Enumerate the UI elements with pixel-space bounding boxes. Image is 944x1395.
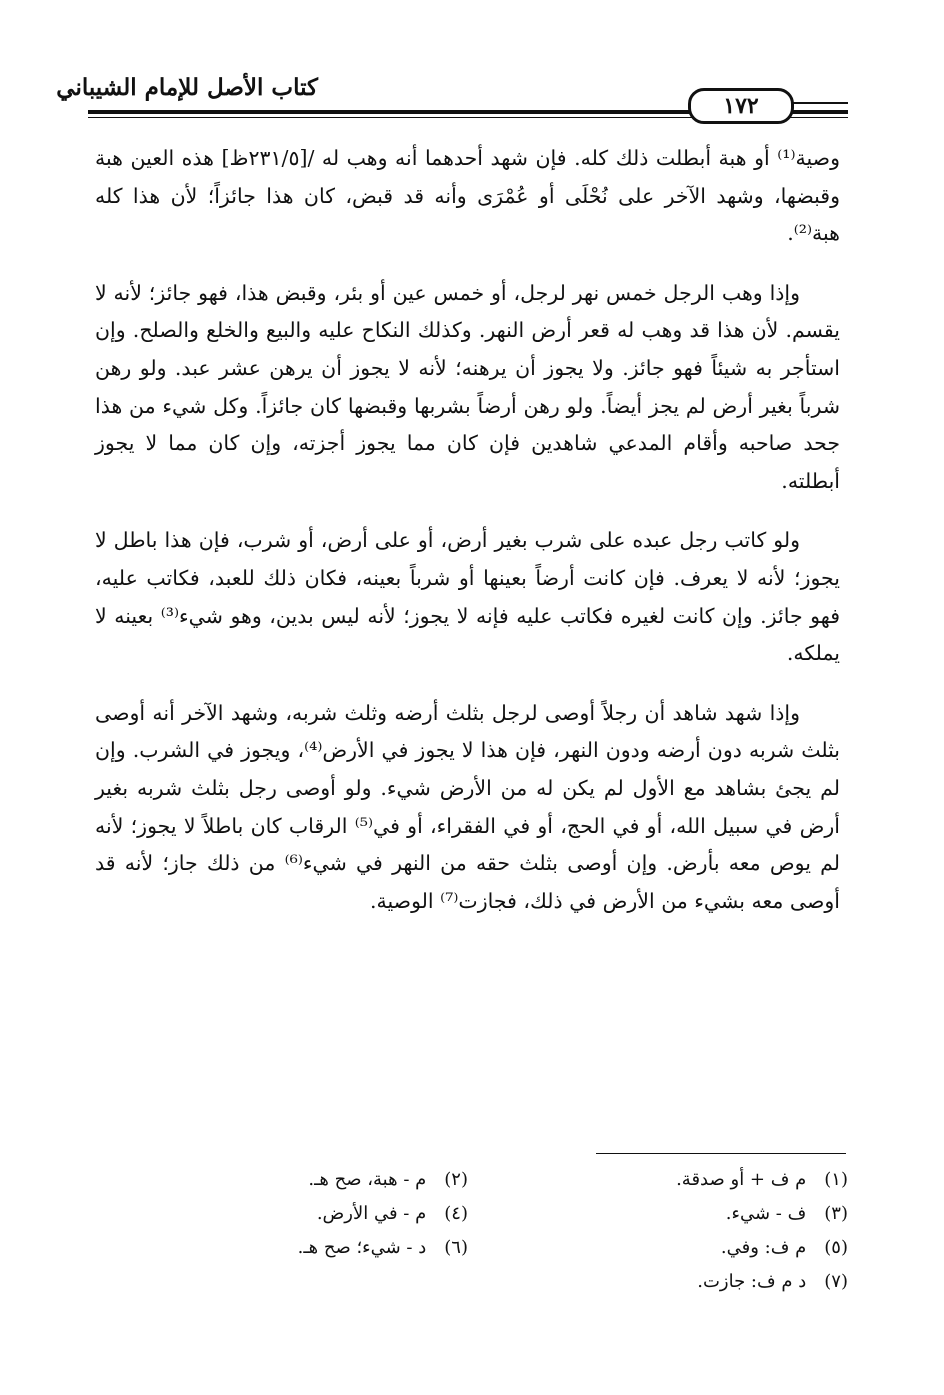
page-number: ١٧٢ — [688, 88, 794, 124]
footnote-number: (٥) — [824, 1237, 848, 1258]
paragraph: وإذا وهب الرجل خمس نهر لرجل، أو خمس عين أو بئر، وقبض هذا، فهو جائز؛ لأنه لا يقسم. لأن هذا قد وهب له قعر أرض النهر. وكذلك النكاح عليه والبيع والخلع والصلح. وإن استأجر به شيئاً فهو جائز. ولا يجوز أن يرهنه؛ لأنه لا يجوز أن يرهن عشر عبد. ولو رهن شرباً بغير أرض لم يجز أيضاً. ولو رهن أرضاً بشربها وقبضها كان جائزاً. وكل شيء من هذا جحد صاحبه وأقام المدعي شاهدين فإن كان مما يجوز أجزته، وإن كان مما لا يجوز أبطلته. — [95, 280, 840, 493]
footnote — [568, 1163, 848, 1197]
footnote-number: (٢) — [444, 1169, 468, 1190]
book-title: كتاب الأصل للإمام الشيباني — [56, 74, 318, 101]
footnote-number: (١) — [824, 1169, 848, 1190]
paragraph: وإذا شهد شاهد أن رجلاً أوصى لرجل بثلث أرضه وثلث شربه، وشهد الآخر أنه أوصى بثلث شربه دون أرضه ودون النهر، فإن هذا لا يجوز في الأرض⁽⁴⁾، ويجوز في الشرب. وإن لم يجئ بشاهد مع الأول لم يكن له من الأرض شيء. ولو أوصى رجل بثلث شربه بغير أرض في سبيل الله، أو في الحج، أو في الفقراء، أو في⁽⁵⁾ الرقاب كان باطلاً لا يجوز؛ لأنه لم يوص معه بأرض. وإن أوصى بثلث حقه من النهر في شيء⁽⁶⁾ من ذلك جاز؛ لأنه قد أوصى معه بشيء من الأرض في ذلك، فجازت⁽⁷⁾ الوصية. — [95, 700, 841, 913]
footnote-separator — [596, 1153, 846, 1154]
footnote — [568, 1197, 848, 1231]
footnote-text: د م ف: جازت. — [697, 1271, 807, 1292]
footnotes-left-column — [188, 1163, 468, 1265]
footnote-text: د - شيء؛ صح هـ. — [297, 1237, 427, 1258]
footnote-text: م - هبة، صح هـ. — [308, 1169, 427, 1190]
footnote — [188, 1197, 468, 1231]
footnote-text: م - في الأرض. — [316, 1203, 427, 1224]
footnote-text: ف - شيء. — [725, 1203, 807, 1224]
footnote-number: (٦) — [444, 1237, 468, 1258]
footnote-number: (٤) — [444, 1203, 468, 1224]
footnote — [568, 1231, 848, 1265]
footnote-number: (٣) — [824, 1203, 848, 1224]
footnote — [568, 1265, 848, 1299]
footnote — [188, 1163, 468, 1197]
footnote-number: (٧) — [824, 1271, 848, 1292]
paragraph: ولو كاتب رجل عبده على شرب بغير أرض، أو على أرض، أو شرب، فإن هذا باطل لا يجوز؛ لأنه لا يعرف. فإن كانت أرضاً بعينها أو شرباً بعينه، فكان ذلك للعبد، فكاتب عليه، فهو جائز. وإن كانت لغيره فكاتب عليه فإنه لا يجوز؛ لأنه ليس بدين، وهو شيء⁽³⁾ بعينه لا يملكه. — [95, 528, 841, 666]
header-rule-tail — [788, 102, 848, 104]
page-header — [56, 58, 848, 128]
main-text — [95, 140, 840, 942]
footnote-text: م ف + أو صدقة. — [676, 1169, 807, 1190]
paragraph: وصية⁽¹⁾ أو هبة أبطلت ذلك كله. فإن شهد أحدهما أنه وهب له /[٢٣١/٥ظ] هذه العين هبة وقبضها، وشهد الآخر على نُحْلَى أو عُمْرَى وأنه قد قبض، كان هذا جائزاً؛ لأن هذا كله هبة⁽²⁾. — [95, 146, 840, 246]
footnote — [188, 1231, 468, 1265]
footnotes-right-column — [568, 1163, 848, 1299]
footnote-text: م ف: وفي. — [720, 1237, 807, 1258]
